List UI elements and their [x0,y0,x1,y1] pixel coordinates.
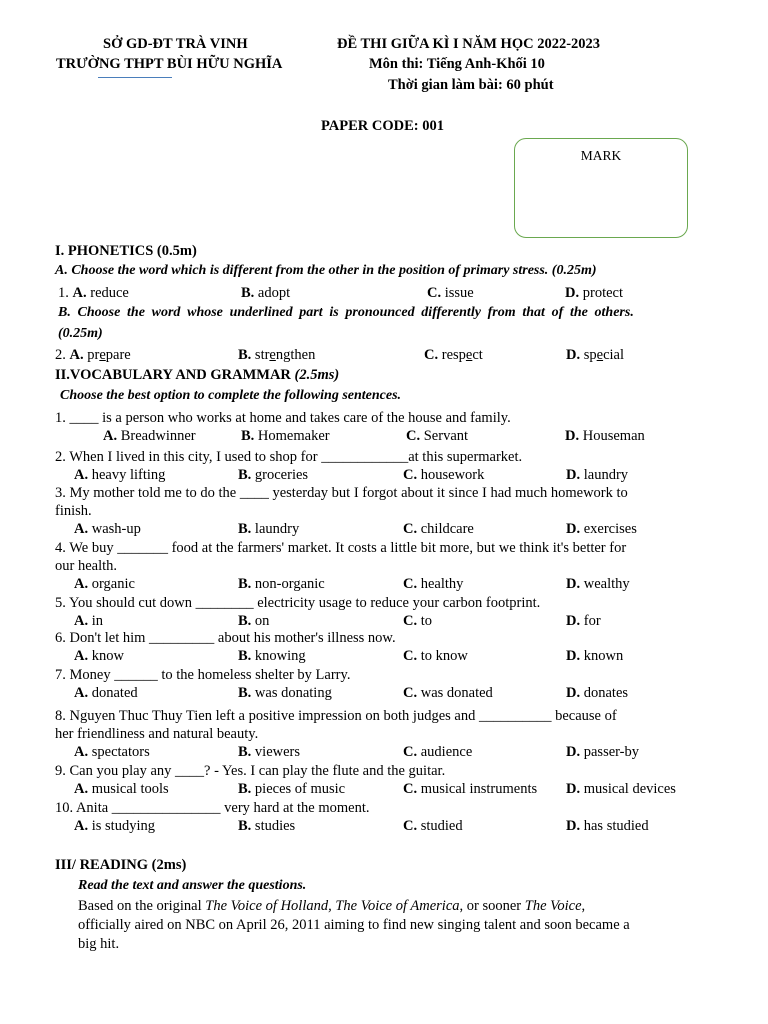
question-10-option-d: D. has studied [566,818,649,834]
question-10-stem: 10. Anita _______________ very hard at the moment. [55,800,370,816]
question-7-option-b: B. was donating [238,685,332,701]
question-6-option-c: C. to know [403,648,468,664]
exam-duration: Thời gian làm bài: 60 phút [388,77,554,93]
question-3-option-d: D. exercises [566,521,637,537]
school-name: TRƯỜNG THPT BÙI HỮU NGHĨA [56,56,283,72]
question-3-option-b: B. laundry [238,521,300,537]
question-2-option-b: B. groceries [238,467,309,483]
header-divider [98,77,172,78]
question-10-option-c: C. studied [403,818,463,834]
question-4-option-a: A. organic [74,576,135,592]
school-department: SỞ GD-ĐT TRÀ VINH [103,36,248,52]
mark-label: MARK [580,148,622,163]
question-2-option-d: D. laundry [566,467,629,483]
question-8-option-c: C. audience [403,744,473,760]
vocab-title: II.VOCABULARY AND GRAMMAR (2.5ms) [55,367,340,383]
question-2-stem: 2. When I lived in this city, I used to shop for ____________at this supermarket. [55,449,523,465]
question-4-option-b: B. non-organic [238,576,325,592]
question-6-stem: 6. Don't let him _________ about his mother's illness now. [55,630,396,646]
question-1-option-d: D. Houseman [565,428,645,444]
question-7-option-c: C. was donated [403,685,493,701]
q1-option-b: B. adopt [241,285,291,301]
exam-subject: Môn thi: Tiếng Anh-Khối 10 [369,56,545,72]
question-9-option-d: D. musical devices [566,781,676,797]
reading-paragraph-line-2: officially aired on NBC on April 26, 2011 aiming to find new singing talent and soon became a [78,917,630,933]
question-5-stem: 5. You should cut down ________ electricity usage to reduce your carbon footprint. [55,595,541,611]
question-1-stem: 1. ____ is a person who works at home and takes care of the house and family. [55,410,511,426]
question-3-stem-continued: finish. [55,503,92,519]
phonetics-part-b-mark: (0.25m) [58,326,103,341]
question-7-stem: 7. Money ______ to the homeless shelter by Larry. [55,667,351,683]
q2-option-a: 2. A. prepare [55,347,131,363]
question-10-option-b: B. studies [238,818,296,834]
q1-option-d: D. protect [565,285,623,301]
vocab-instruction: Choose the best option to complete the following sentences. [60,388,402,403]
paper-code: PAPER CODE: 001 [321,118,444,134]
q2-option-d: D. special [566,347,625,363]
question-4-option-d: D. wealthy [566,576,630,592]
question-2-option-a: A. heavy lifting [74,467,166,483]
question-8-stem: 8. Nguyen Thuc Thuy Tien left a positive impression on both judges and __________ because of [55,708,617,724]
question-7-option-a: A. donated [74,685,138,701]
question-5-option-d: D. for [566,613,601,629]
reading-paragraph-line-1: Based on the original The Voice of Holland, The Voice of America, or sooner The Voice, [78,898,586,914]
q1-option-c: C. issue [427,285,474,301]
q2-option-b: B. strengthen [238,347,316,363]
question-10-option-a: A. is studying [74,818,155,834]
exam-title: ĐỀ THI GIỮA KÌ I NĂM HỌC 2022-2023 [337,36,601,52]
q1-number: 1. A. reduce [58,285,129,301]
phonetics-part-a: A. Choose the word which is different from the other in the position of primary stress. (0.25m) [55,263,597,278]
question-5-option-c: C. to [403,613,433,629]
question-2-option-c: C. housework [403,467,485,483]
question-1-option-c: C. Servant [406,428,469,444]
reading-instruction: Read the text and answer the questions. [78,878,307,893]
phonetics-title: I. PHONETICS (0.5m) [55,243,197,259]
question-4-option-c: C. healthy [403,576,464,592]
question-4-stem: 4. We buy _______ food at the farmers' market. It costs a little bit more, but we think it's better for [55,540,627,556]
question-7-option-d: D. donates [566,685,629,701]
question-6-option-a: A. know [74,648,124,664]
question-3-option-a: A. wash-up [74,521,141,537]
question-3-stem: 3. My mother told me to do the ____ yesterday but I forgot about it since I had much homework to [55,485,628,501]
question-9-option-a: A. musical tools [74,781,169,797]
phonetics-part-b: B. Choose the word whose underlined part is pronounced differently from that of the others. [58,305,634,320]
mark-box [514,138,688,238]
reading-title: III/ READING (2ms) [55,857,187,873]
question-1-option-b: B. Homemaker [241,428,330,444]
question-4-stem-continued: our health. [55,558,118,574]
question-8-option-a: A. spectators [74,744,150,760]
reading-paragraph-line-3: big hit. [78,936,120,952]
q2-option-c: C. respect [424,347,483,363]
question-6-option-d: D. known [566,648,624,664]
question-5-option-a: A. in [74,613,104,629]
question-8-option-b: B. viewers [238,744,301,760]
question-9-stem: 9. Can you play any ____? - Yes. I can play the flute and the guitar. [55,763,446,779]
question-3-option-c: C. childcare [403,521,474,537]
question-9-option-b: B. pieces of music [238,781,346,797]
question-8-stem-continued: her friendliness and natural beauty. [55,726,259,742]
question-9-option-c: C. musical instruments [403,781,538,797]
question-5-option-b: B. on [238,613,270,629]
question-8-option-d: D. passer-by [566,744,640,760]
question-1-option-a: A. Breadwinner [103,428,196,444]
question-6-option-b: B. knowing [238,648,306,664]
